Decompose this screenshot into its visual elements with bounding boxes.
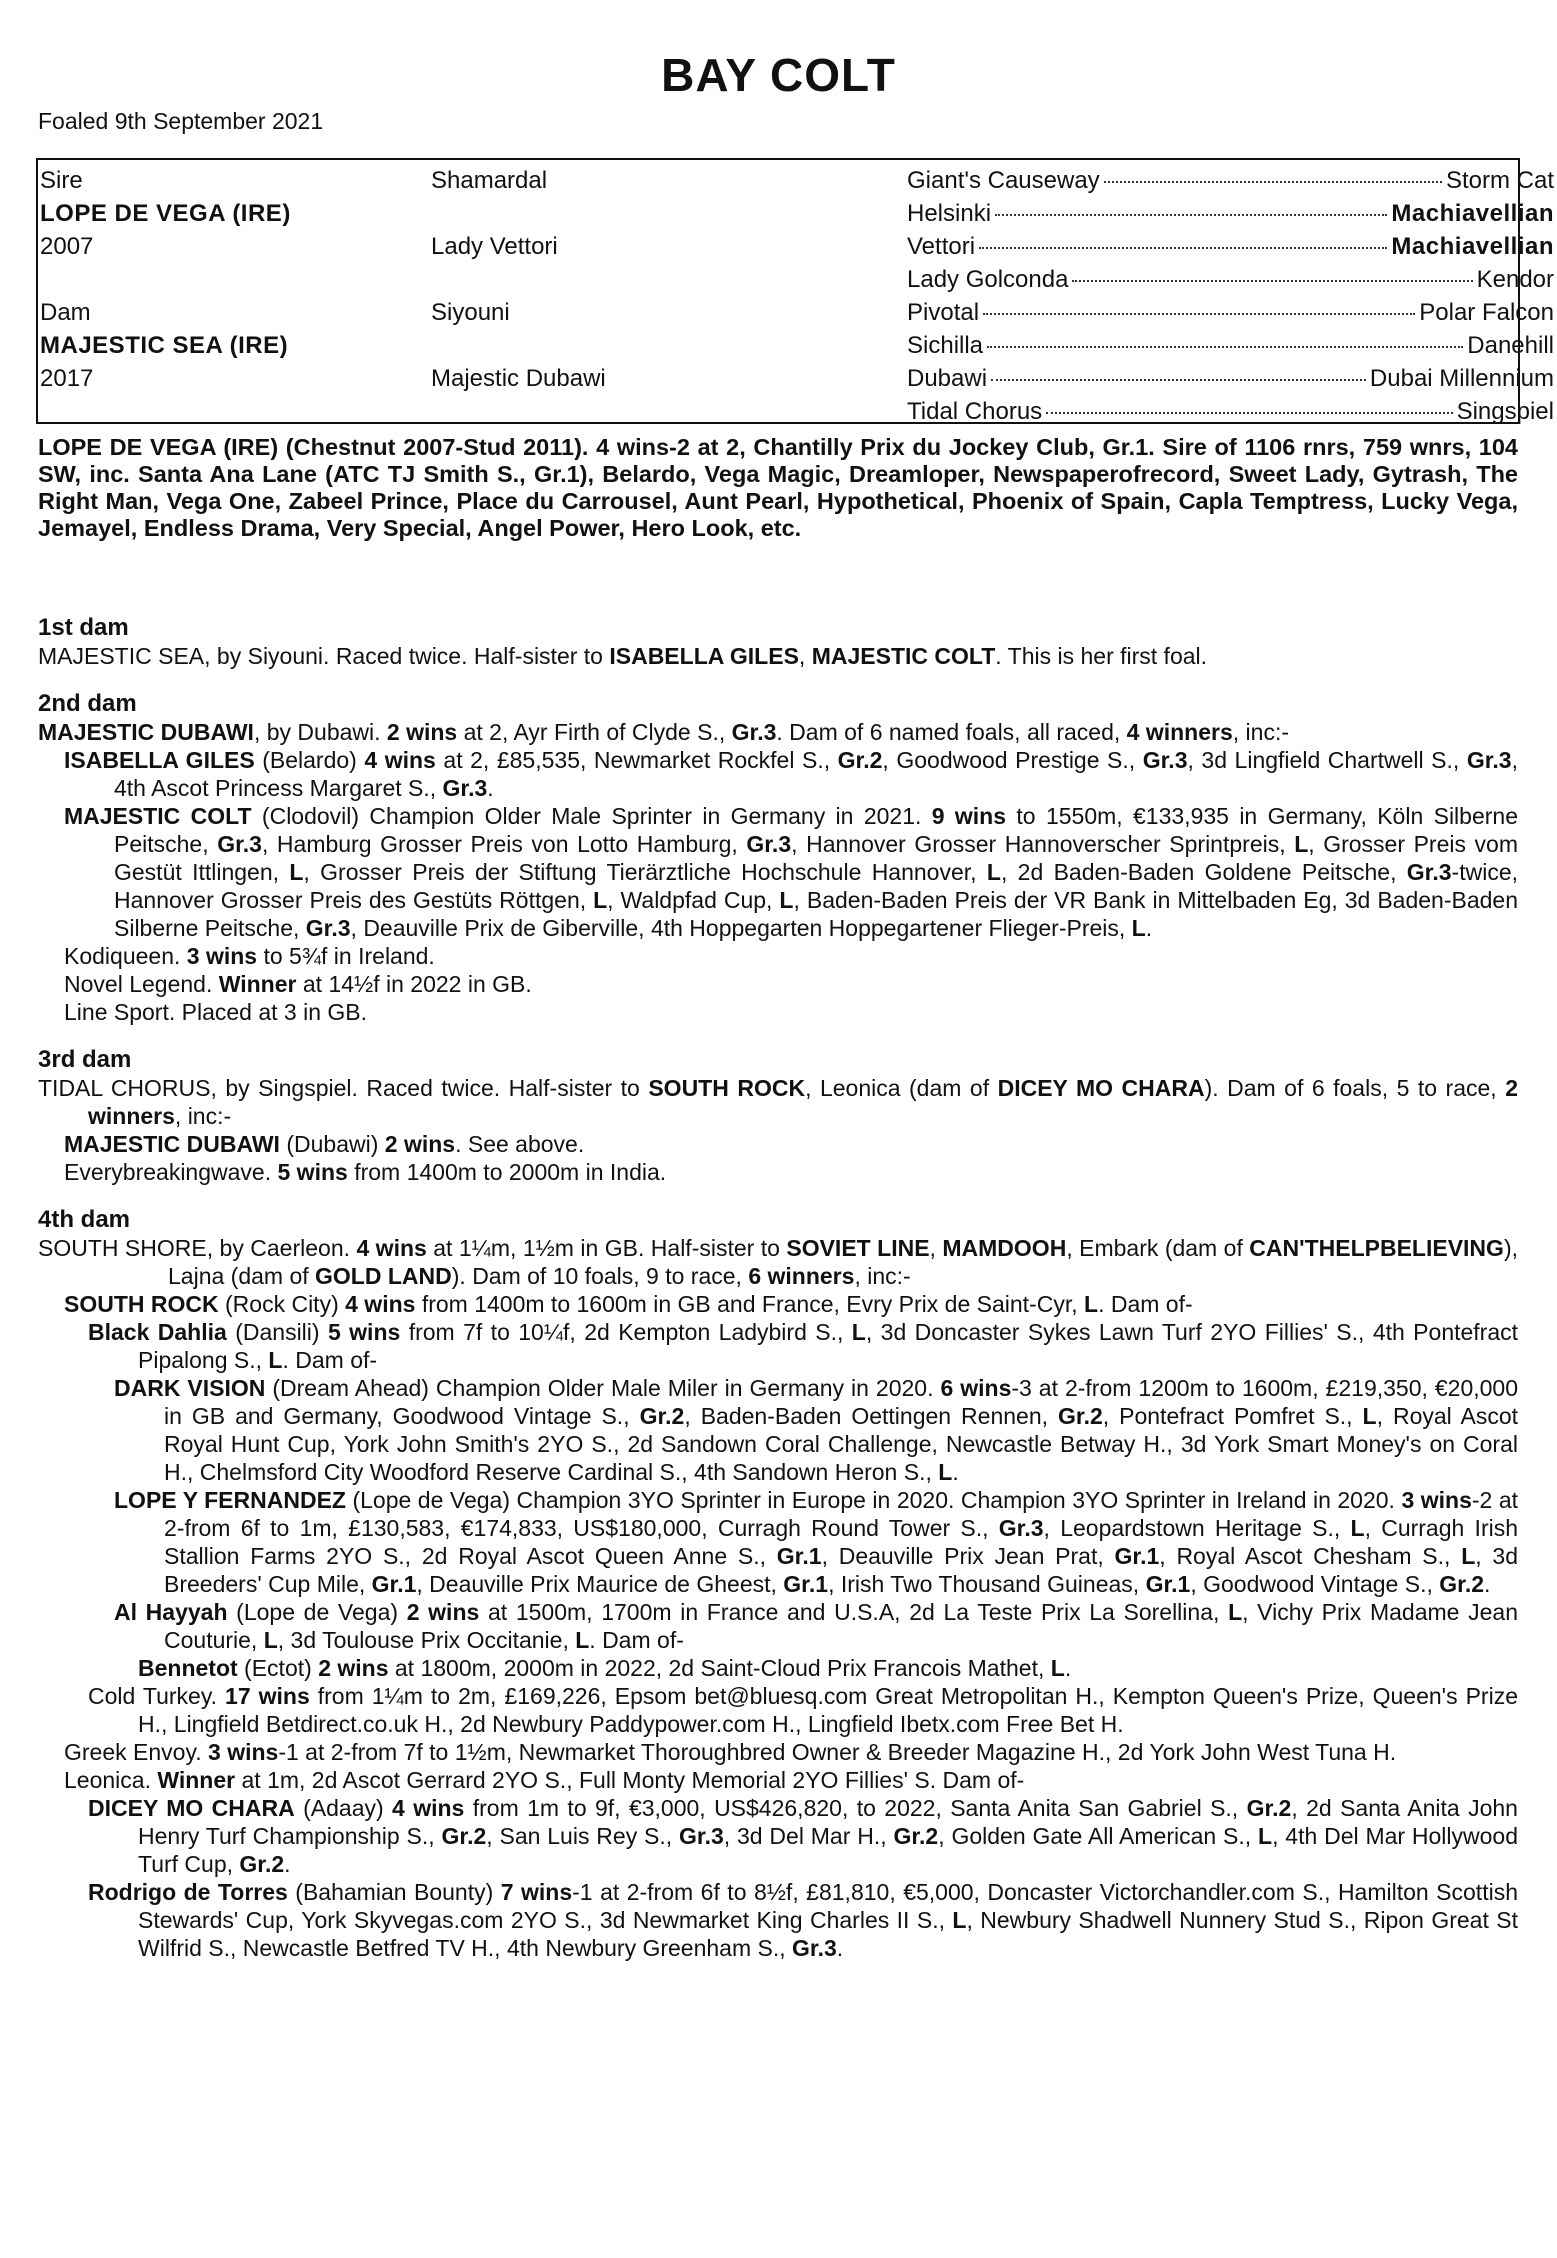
progeny-black-dahlia: Black Dahlia (Dansili) 5 wins from 7f to 10¼f, 2d Kempton Ladybird S., L, 3d Doncaster Sykes Lawn Turf 2YO Fillies' S., 4th Pontefract Pipalong S., L. Dam of- <box>88 1319 1519 1373</box>
fourth-dam-text: SOUTH SHORE, by Caerleon. 4 wins at 1¼m, 1½m in GB. Half-sister to SOVIET LINE, MAMDOOH, Embark (dam of CAN'THELPBELIEVING), Lajna (dam of GOLD LAND). Dam of 10 foals, 9 to race, 6 winners, inc:- <box>38 1235 1518 1289</box>
leader-dots <box>995 214 1387 216</box>
gen3-name: Helsinki <box>907 200 992 227</box>
progeny-isabella-giles: ISABELLA GILES (Belardo) 4 wins at 2, £85,535, Newmarket Rockfel S., Gr.2, Goodwood Prestige S., Gr.3, 3d Lingfield Chartwell S., Gr.3, 4th Ascot Princess Margaret S., Gr.3. <box>64 747 1518 801</box>
dam-label: Dam <box>40 299 91 326</box>
first-dam-heading: 1st dam <box>38 614 129 641</box>
pedigree-body <box>38 600 1518 1962</box>
sire-summary: LOPE DE VEGA (IRE) (Chestnut 2007-Stud 2011). 4 wins-2 at 2, Chantilly Prix du Jockey Club, Gr.1. Sire of 1106 rnrs, 759 wnrs, 104 SW, inc. Santa Ana Lane (ATC TJ Smith S., Gr.1), Belardo, Vega Magic, Dreamloper, Newspaperofrecord, Sweet Lady, Gytrash, The Right Man, Vega One, Zabeel Prince, Place du Carrousel, Aunt Pearl, Hypothetical, Phoenix of Spain, Capla Temptress, Lucky Vega, Jemayel, Endless Drama, Very Special, Angel Power, Hero Look, etc. <box>38 434 1518 541</box>
leader-dots <box>1104 181 1442 183</box>
gen3-name: Tidal Chorus <box>907 398 1043 425</box>
dam-year: 2017 <box>40 365 94 392</box>
second-dam-text: MAJESTIC DUBAWI, by Dubawi. 2 wins at 2, Ayr Firth of Clyde S., Gr.3. Dam of 6 named foals, all raced, 4 winners, inc:- <box>38 719 1290 745</box>
second-dam-heading: 2nd dam <box>38 690 137 717</box>
sire-name: LOPE DE VEGA (IRE) <box>40 200 291 227</box>
gen3-sire: Dubai Millennium <box>1369 365 1554 392</box>
gen3-name: Lady Golconda <box>907 266 1069 293</box>
leader-dots <box>979 247 1387 249</box>
gen3-sire: Storm Cat <box>1445 167 1554 194</box>
gen3-row <box>907 329 1554 362</box>
leader-dots <box>991 379 1366 381</box>
gen3-sire: Machiavellian <box>1391 200 1554 227</box>
gen3-sire: Singspiel <box>1456 398 1554 425</box>
third-dam-heading: 3rd dam <box>38 1046 132 1073</box>
gen3-sire: Danehill <box>1467 332 1554 359</box>
foaled-date: Foaled 9th September 2021 <box>38 108 324 134</box>
gen3-sire: Kendor <box>1476 266 1554 293</box>
progeny-everybreakingwave: Everybreakingwave. 5 wins from 1400m to 2000m in India. <box>64 1159 667 1185</box>
gen3-name: Sichilla <box>907 332 984 359</box>
fourth-dam-heading: 4th dam <box>38 1206 131 1233</box>
gen3-sire: Polar Falcon <box>1419 299 1554 326</box>
gen3-name: Pivotal <box>907 299 980 326</box>
sire-year: 2007 <box>40 233 94 260</box>
gen3-row <box>907 164 1554 197</box>
progeny-dicey-mo-chara: DICEY MO CHARA (Adaay) 4 wins from 1m to 9f, €3,000, US$426,820, to 2022, Santa Anita San Gabriel S., Gr.2, 2d Santa Anita John Henry Turf Championship S., Gr.2, San Luis Rey S., Gr.3, 3d Del Mar H., Gr.2, Golden Gate All American S., L, 4th Del Mar Hollywood Turf Cup, Gr.2. <box>88 1795 1519 1877</box>
progeny-bennetot: Bennetot (Ectot) 2 wins at 1800m, 2000m in 2022, 2d Saint-Cloud Prix Francois Mathet, L. <box>138 1655 1072 1681</box>
leader-dots <box>1072 280 1472 282</box>
pedigree-table <box>36 158 1554 425</box>
progeny-majestic-dubawi: MAJESTIC DUBAWI (Dubawi) 2 wins. See above. <box>64 1131 585 1157</box>
leader-dots <box>1046 412 1452 414</box>
progeny-greek-envoy: Greek Envoy. 3 wins-1 at 2-from 7f to 1½m, Newmarket Thoroughbred Owner & Breeder Magazine H., 2d York John West Tuna H. <box>64 1739 1397 1765</box>
gen3-row <box>907 296 1554 329</box>
gen3-row <box>907 395 1554 428</box>
third-dam-text: TIDAL CHORUS, by Singspiel. Raced twice. Half-sister to SOUTH ROCK, Leonica (dam of DICEY MO CHARA). Dam of 6 foals, 5 to race, 2 winners, inc:- <box>38 1075 1518 1129</box>
progeny-novel-legend: Novel Legend. Winner at 14½f in 2022 in GB. <box>64 971 532 997</box>
gen2-sire-sire: Shamardal <box>431 167 548 194</box>
progeny-lope-y-fernandez: LOPE Y FERNANDEZ (Lope de Vega) Champion 3YO Sprinter in Europe in 2020. Champion 3YO Sprinter in Ireland in 2020. 3 wins-2 at 2-from 6f to 1m, £130,583, €174,833, US$180,000, Curragh Round Tower S., Gr.3, Leopardstown Heritage S., L, Curragh Irish Stallion Farms 2YO S., 2d Royal Ascot Queen Anne S., Gr.1, Deauville Prix Jean Prat, Gr.1, Royal Ascot Chesham S., L, 3d Breeders' Cup Mile, Gr.1, Deauville Prix Maurice de Gheest, Gr.1, Irish Two Thousand Guineas, Gr.1, Goodwood Vintage S., Gr.2. <box>114 1487 1519 1597</box>
progeny-al-hayyah: Al Hayyah (Lope de Vega) 2 wins at 1500m, 1700m in France and U.S.A, 2d La Teste Prix La Sorellina, L, Vichy Prix Madame Jean Couturie, L, 3d Toulouse Prix Occitanie, L. Dam of- <box>114 1599 1518 1653</box>
gen3-row <box>907 362 1554 395</box>
gen3-row <box>907 230 1554 263</box>
gen2-sire-dam: Lady Vettori <box>431 233 558 260</box>
gen3-sire: Machiavellian <box>1391 233 1554 260</box>
first-dam-text: MAJESTIC SEA, by Siyouni. Raced twice. Half-sister to ISABELLA GILES, MAJESTIC COLT. This is her first foal. <box>38 643 1208 669</box>
gen3-row <box>907 263 1554 296</box>
gen2-dam-dam: Majestic Dubawi <box>431 365 606 392</box>
gen3-row <box>907 197 1554 230</box>
leader-dots <box>987 346 1463 348</box>
gen3-name: Dubawi <box>907 365 988 392</box>
progeny-majestic-colt: MAJESTIC COLT (Clodovil) Champion Older Male Sprinter in Germany in 2021. 9 wins to 1550m, €133,935 in Germany, Köln Silberne Peitsche, Gr.3, Hamburg Grosser Preis von Lotto Hamburg, Gr.3, Hannover Grosser Hannoverscher Sprintpreis, L, Grosser Preis vom Gestüt Ittlingen, L, Grosser Preis der Stiftung Tierärztliche Hochschule Hannover, L, 2d Baden-Baden Goldene Peitsche, Gr.3-twice, Hannover Grosser Preis des Gestüts Röttgen, L, Waldpfad Cup, L, Baden-Baden Preis der VR Bank in Mittelbaden Eg, 3d Baden-Baden Silberne Peitsche, Gr.3, Deauville Prix de Giberville, 4th Hoppegarten Hoppegartener Flieger-Preis, L. <box>64 803 1518 941</box>
leader-dots <box>983 313 1415 315</box>
sire-label: Sire <box>40 167 83 194</box>
gen3-name: Giant's Causeway <box>907 167 1100 194</box>
gen3-name: Vettori <box>907 233 976 260</box>
progeny-rodrigo-de-torres: Rodrigo de Torres (Bahamian Bounty) 7 wins-1 at 2-from 6f to 8½f, £81,810, €5,000, Doncaster Victorchandler.com S., Hamilton Scottish Stewards' Cup, York Skyvegas.com 2YO S., 3d Newmarket King Charles II S., L, Newbury Shadwell Nunnery Stud S., Ripon Great St Wilfrid S., Newcastle Betfred TV H., 4th Newbury Greenham S., Gr.3. <box>88 1879 1518 1961</box>
progeny-line-sport: Line Sport. Placed at 3 in GB. <box>64 999 368 1025</box>
gen2-dam-sire: Siyouni <box>431 299 510 326</box>
dam-name: MAJESTIC SEA (IRE) <box>40 332 289 359</box>
progeny-leonica: Leonica. Winner at 1m, 2d Ascot Gerrard 2YO S., Full Monty Memorial 2YO Fillies' S. Dam of- <box>64 1767 1025 1793</box>
progeny-dark-vision: DARK VISION (Dream Ahead) Champion Older Male Miler in Germany in 2020. 6 wins-3 at 2-from 1200m to 1600m, £219,350, €20,000 in GB and Germany, Goodwood Vintage S., Gr.2, Baden-Baden Oettingen Rennen, Gr.2, Pontefract Pomfret S., L, Royal Ascot Royal Hunt Cup, York John Smith's 2YO S., 2d Sandown Coral Challenge, Newcastle Betway H., 3d York Smart Money's on Coral H., Chelmsford City Woodford Reserve Cardinal S., 4th Sandown Heron S., L. <box>114 1375 1519 1485</box>
progeny-south-rock: SOUTH ROCK (Rock City) 4 wins from 1400m to 1600m in GB and France, Evry Prix de Saint-Cyr, L. Dam of- <box>64 1291 1193 1317</box>
progeny-kodiqueen: Kodiqueen. 3 wins to 5¾f in Ireland. <box>64 943 435 969</box>
progeny-cold-turkey: Cold Turkey. 17 wins from 1¼m to 2m, £169,226, Epsom bet@bluesq.com Great Metropolitan H., Kempton Queen's Prize, Queen's Prize H., Lingfield Betdirect.co.uk H., 2d Newbury Paddypower.com H., Lingfield Ibetx.com Free Bet H. <box>88 1683 1518 1737</box>
page-title: BAY COLT <box>661 49 896 101</box>
